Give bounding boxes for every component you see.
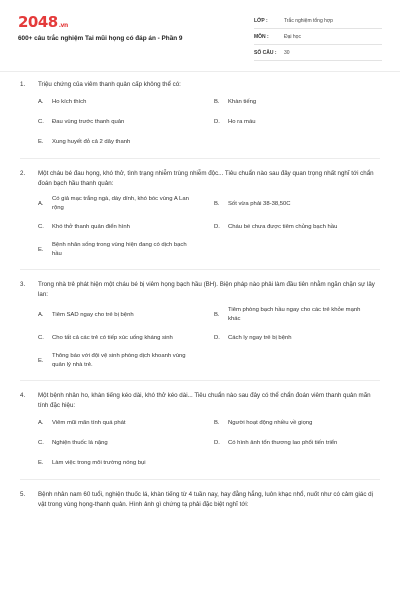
- option-a[interactable]: [38, 306, 210, 324]
- option-letter: D.: [214, 439, 220, 446]
- option-letter: B.: [214, 419, 220, 426]
- logo-main: 2048: [18, 13, 58, 31]
- site-logo[interactable]: [18, 13, 68, 31]
- document-header: [0, 0, 400, 72]
- option-text: Người hoạt động nhiều về giọng: [228, 419, 313, 426]
- option-text: Sốt vừa phải 38-38,50C: [228, 200, 291, 207]
- option-text: Bệnh nhân sống trong vùng hiện đang có dịch bạch hầu: [52, 242, 187, 257]
- option-c[interactable]: [38, 116, 210, 128]
- option-a[interactable]: [38, 195, 210, 213]
- option-text: Có giả mạc trắng ngà, dày dính, khó bóc vùng A Lan rộng: [52, 196, 189, 211]
- option-text: Khó thở thanh quản điển hình: [52, 223, 130, 230]
- question-5: [20, 490, 380, 520]
- question-text: Một cháu bé đau họng, khó thở, tình trạng nhiễm trùng nhiễm độc... Tiêu chuẩn nào sau đây quan trọng nhất nghĩ tới chẩn đoán bạch hầu thanh quản:: [38, 170, 374, 187]
- question-3: [20, 280, 380, 381]
- question-number: 1.: [20, 81, 26, 88]
- option-letter: C.: [38, 334, 44, 341]
- question-text: Bệnh nhân nam 60 tuổi, nghiện thuốc lá, khàn tiếng từ 4 tuần nay, hay đằng hắng, luôn khạc nhổ, nuốt như có cảm giác dị vật trong vùng họng-thanh quản. Hình ảnh gì chứng tạ phải đặc biệt nghĩ tới:: [38, 491, 373, 508]
- options: [20, 195, 380, 259]
- question-4: [20, 391, 380, 480]
- meta-value: Trắc nghiệm tổng hợp: [284, 17, 333, 24]
- meta-key: LỚP :: [254, 17, 268, 24]
- option-d[interactable]: [214, 437, 386, 449]
- option-letter: D.: [214, 118, 220, 125]
- meta-row-count: [254, 45, 382, 61]
- question-number: 5.: [20, 491, 26, 498]
- option-letter: B.: [214, 311, 220, 318]
- option-text: Ho kích thích: [52, 98, 87, 105]
- option-letter: C.: [38, 118, 44, 125]
- meta-key: SỐ CÂU :: [254, 49, 277, 56]
- option-a[interactable]: [38, 96, 210, 108]
- option-letter: A.: [38, 419, 44, 426]
- option-c[interactable]: [38, 332, 210, 344]
- meta-row-class: [254, 13, 382, 29]
- option-b[interactable]: [214, 306, 386, 324]
- option-text: Cách ly ngay trẻ bị bệnh: [228, 334, 292, 341]
- option-e[interactable]: [38, 241, 210, 259]
- option-c[interactable]: [38, 221, 210, 233]
- meta-table: [254, 13, 382, 61]
- option-text: Tiêm phòng bạch hầu ngay cho các trẻ khỏe mạnh khác: [228, 307, 361, 322]
- option-letter: A.: [38, 311, 44, 318]
- option-d[interactable]: [214, 116, 386, 128]
- option-d[interactable]: [214, 221, 386, 233]
- header-divider: [0, 71, 400, 72]
- document-title: 600+ câu trắc nghiệm Tai mũi họng có đáp án - Phần 9: [18, 35, 183, 42]
- question-number: 4.: [20, 392, 26, 399]
- option-c[interactable]: [38, 437, 210, 449]
- meta-value: Đại học: [284, 33, 301, 40]
- question-number: 2.: [20, 170, 26, 177]
- option-text: Ho ra máu: [228, 118, 256, 125]
- option-text: Xung huyết đỏ cả 2 dây thanh: [52, 138, 131, 145]
- option-b[interactable]: [214, 96, 386, 108]
- question-number: 3.: [20, 281, 26, 288]
- option-text: Làm việc trong môi trường nóng bụi: [52, 459, 146, 466]
- option-text: Cháu bé chưa được tiêm chủng bạch hầu: [228, 223, 338, 230]
- option-text: Đau vùng trước thanh quản: [52, 118, 125, 125]
- meta-row-subject: [254, 29, 382, 45]
- question-stem: [20, 80, 380, 90]
- question-text: Trong nhà trẻ phát hiện một cháu bé bị viêm họng bạch hầu (BH). Biện pháp nào phải làm đầu tiên nhằm ngăn chặn sự lây lan:: [38, 281, 375, 298]
- option-text: Cho tất cả các trẻ có tiếp xúc uống kháng sinh: [52, 334, 173, 341]
- meta-value: 30: [284, 49, 290, 56]
- logo-tld: .vn: [58, 22, 68, 29]
- option-letter: B.: [214, 98, 220, 105]
- question-stem: [20, 490, 380, 510]
- option-letter: E.: [38, 357, 44, 364]
- option-text: Nghiện thuốc lá nặng: [52, 439, 108, 446]
- option-b[interactable]: [214, 417, 386, 429]
- options: [20, 96, 380, 148]
- question-stem: [20, 391, 380, 411]
- option-e[interactable]: [38, 136, 210, 148]
- option-letter: D.: [214, 334, 220, 341]
- option-letter: E.: [38, 246, 44, 253]
- question-2: [20, 169, 380, 270]
- meta-key: MÔN :: [254, 33, 269, 40]
- option-letter: A.: [38, 98, 44, 105]
- option-letter: C.: [38, 439, 44, 446]
- option-d[interactable]: [214, 332, 386, 344]
- option-text: Khàn tiếng: [228, 98, 257, 105]
- option-text: Thông báo với đội vệ sinh phòng dịch khoanh vùng quản lý nhà trẻ.: [52, 353, 186, 368]
- question-text: Một bệnh nhân ho, khàn tiếng kéo dài, khó thở kéo dài... Tiêu chuẩn nào sau đây có thể chẩn đoán viêm thanh quản mãn tính đặc hiệu:: [38, 392, 371, 409]
- option-a[interactable]: [38, 417, 210, 429]
- option-e[interactable]: [38, 457, 210, 469]
- question-list: [20, 80, 380, 530]
- option-e[interactable]: [38, 352, 210, 370]
- option-letter: C.: [38, 223, 44, 230]
- option-text: Tiêm SAD ngay cho trẻ bị bệnh: [52, 311, 134, 318]
- options: [20, 306, 380, 370]
- question-stem: [20, 169, 380, 189]
- question-1: [20, 80, 380, 159]
- options: [20, 417, 380, 469]
- option-letter: D.: [214, 223, 220, 230]
- option-letter: E.: [38, 459, 44, 466]
- option-text: Viêm mũi mãn tính quá phát: [52, 419, 126, 426]
- option-b[interactable]: [214, 195, 386, 213]
- option-letter: E.: [38, 138, 44, 145]
- question-stem: [20, 280, 380, 300]
- option-letter: A.: [38, 200, 44, 207]
- option-text: Có hình ảnh tổn thương lao phổi tiến triển: [228, 439, 338, 446]
- option-letter: B.: [214, 200, 220, 207]
- question-text: Triệu chứng của viêm thanh quản cấp không thể có:: [38, 81, 181, 88]
